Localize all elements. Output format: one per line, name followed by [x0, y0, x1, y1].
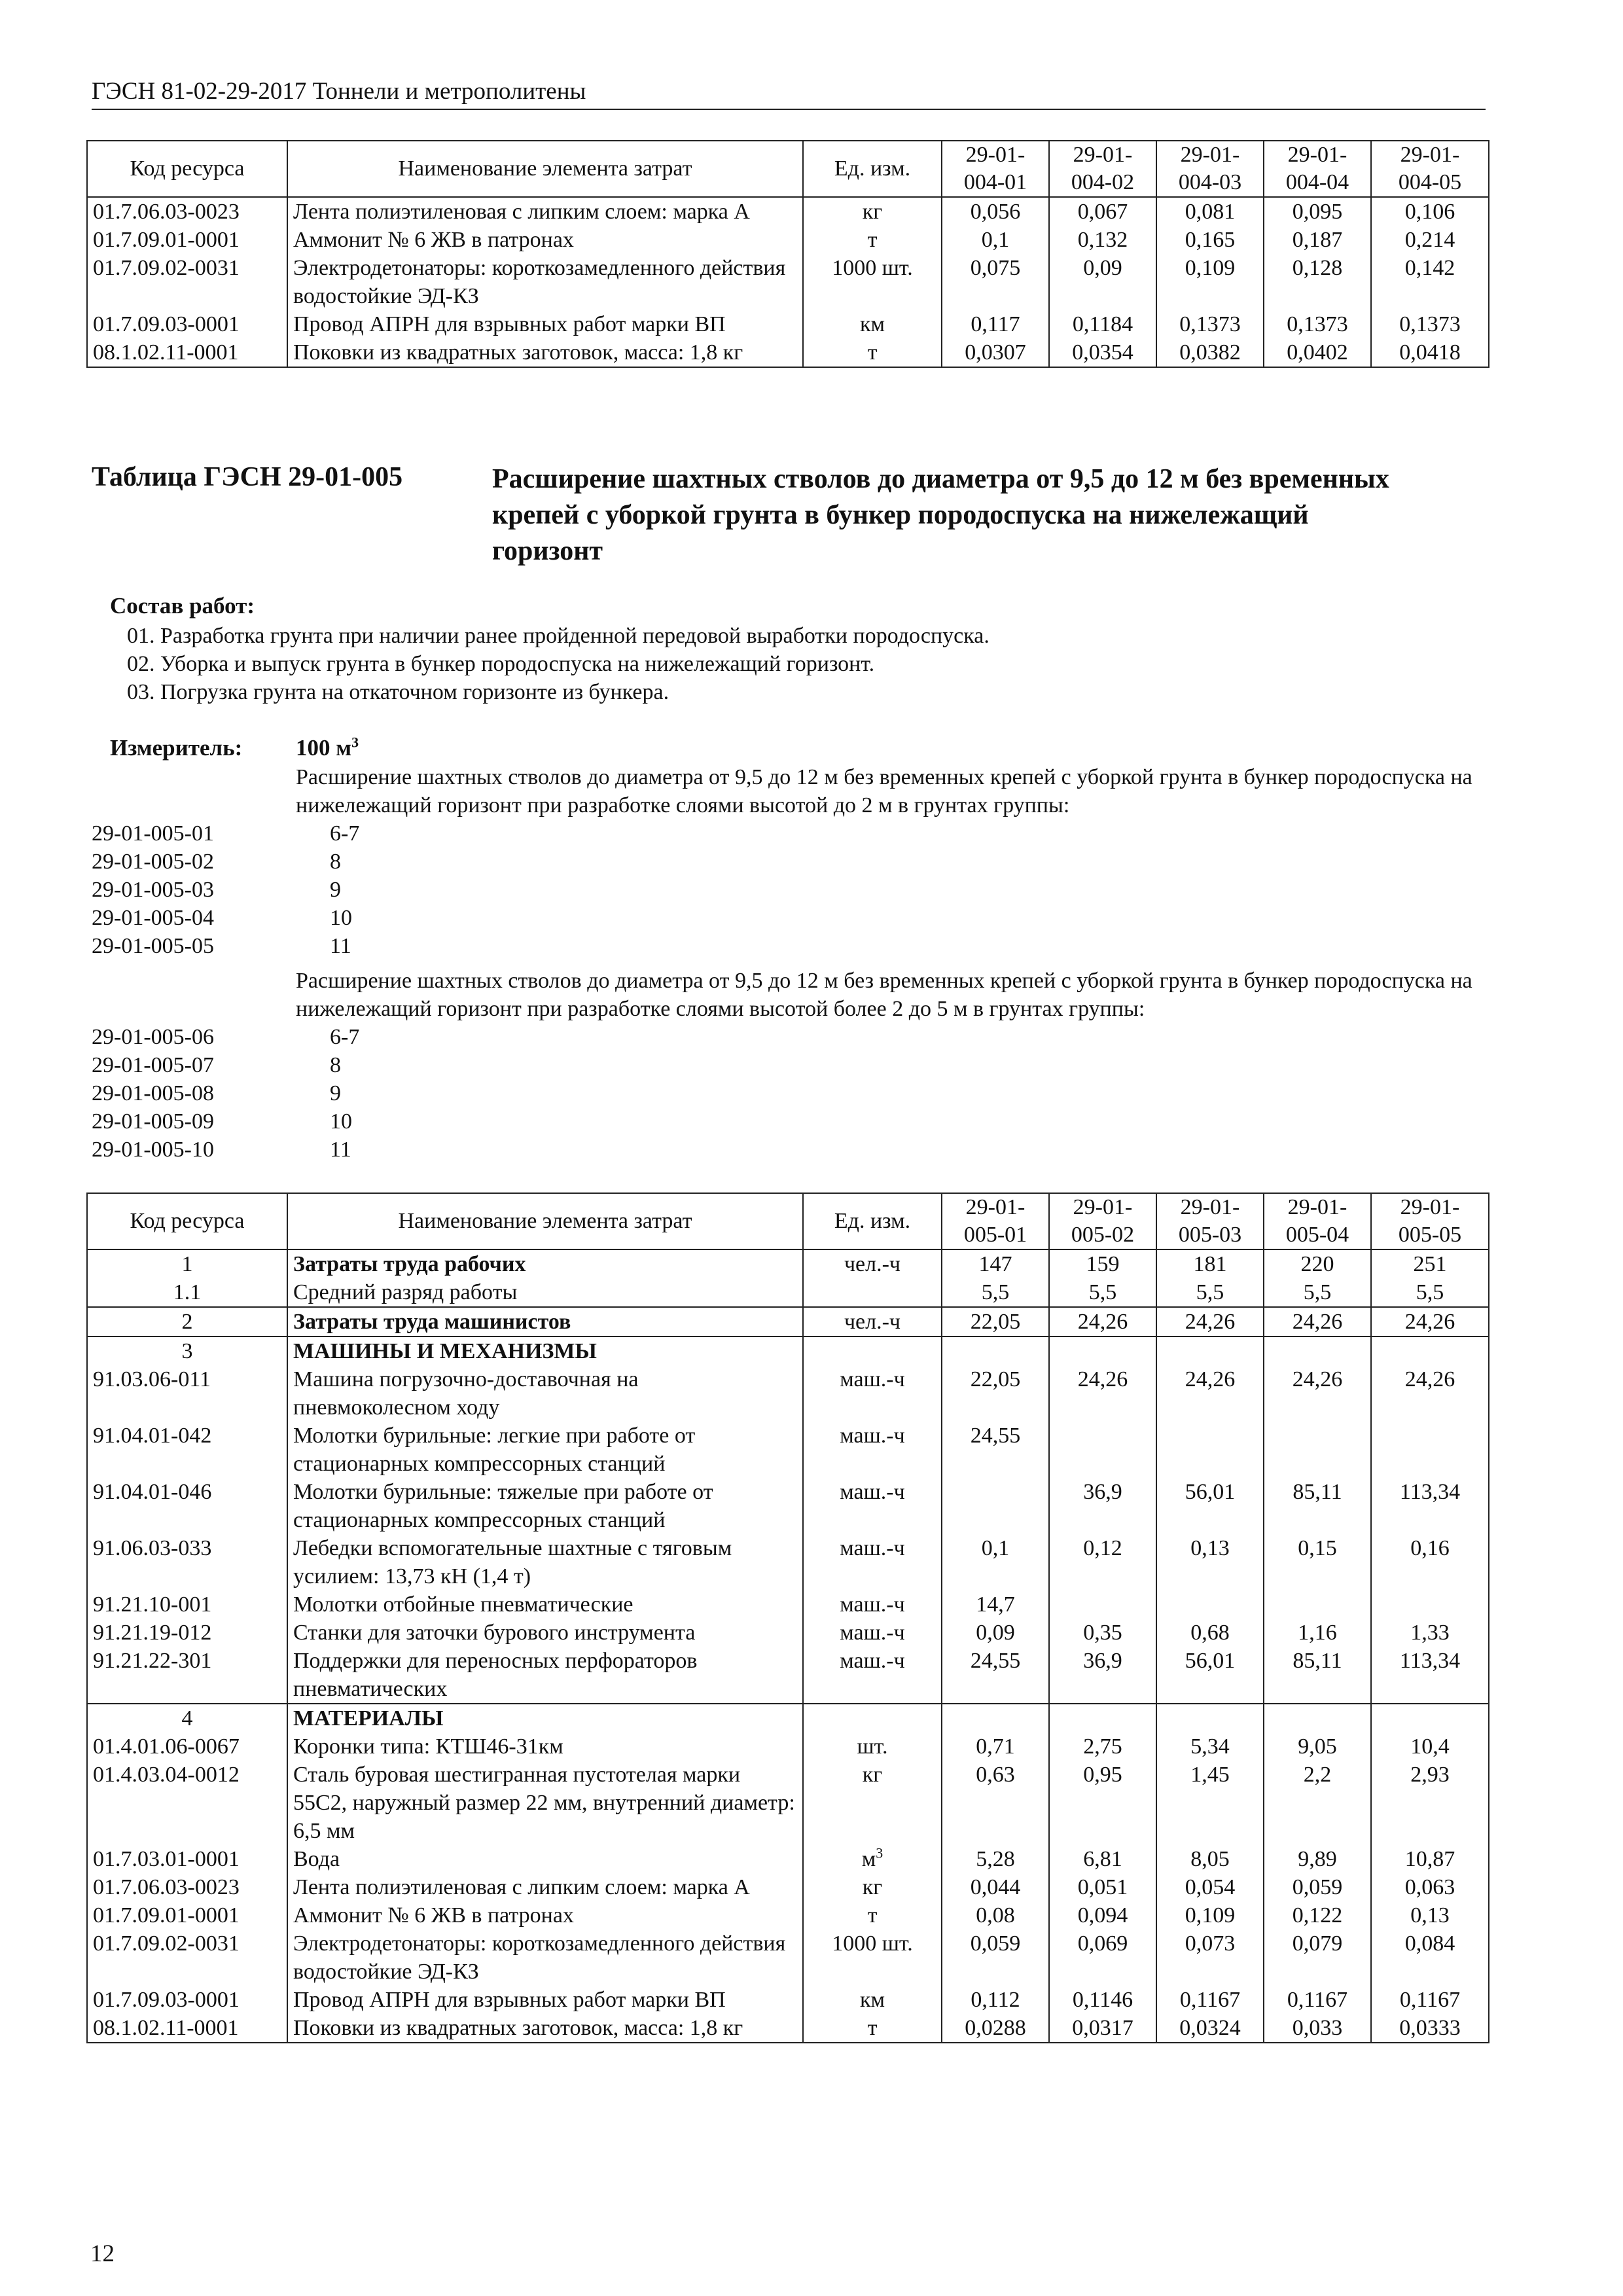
value-cell: 0,0288	[942, 2014, 1049, 2043]
table-row	[87, 1365, 1489, 1422]
resource-name: Провод АПРН для взрывных работ марки ВП	[287, 1986, 803, 2014]
table-row	[87, 2014, 1489, 2043]
resource-table-004	[86, 140, 1489, 368]
value-cell: 10,4	[1371, 1732, 1489, 1761]
norm-code: 29-01-005-07	[92, 1053, 214, 1077]
unit-cell: маш.-ч	[803, 1619, 942, 1647]
value-cell: 0,35	[1049, 1619, 1156, 1647]
norm-code: 29-01-005-09	[92, 1109, 214, 1134]
unit-cell	[803, 1278, 942, 1307]
value-cell	[1156, 1704, 1264, 1732]
norm-code: 29-01-005-03	[92, 878, 214, 902]
unit-cell: маш.-ч	[803, 1478, 942, 1534]
unit-cell: кг	[803, 197, 942, 226]
value-cell: 0,0333	[1371, 2014, 1489, 2043]
value-cell: 251	[1371, 1249, 1489, 1278]
value-cell: 0,71	[942, 1732, 1049, 1761]
col-header-code: Код ресурса	[87, 1193, 287, 1249]
resource-name: Молотки бурильные: легкие при работе от стационарных компрессорных станций	[287, 1422, 803, 1478]
resource-name: Лента полиэтиленовая с липким слоем: марка А	[287, 197, 803, 226]
value-cell: 36,9	[1049, 1647, 1156, 1704]
table-row	[87, 1534, 1489, 1590]
table-body	[87, 1249, 1489, 2043]
unit-cell	[803, 1336, 942, 1365]
value-cell: 0,1373	[1264, 310, 1371, 338]
value-cell: 0,112	[942, 1986, 1049, 2014]
value-cell: 0,079	[1264, 1929, 1371, 1986]
value-cell: 0,165	[1156, 226, 1264, 254]
resource-name: Электродетонаторы: короткозамедленного действия водостойкие ЭД-КЗ	[287, 1929, 803, 1986]
resource-code: 01.7.06.03-0023	[87, 1873, 287, 1901]
value-cell: 0,68	[1156, 1619, 1264, 1647]
norm-list	[92, 819, 359, 960]
value-cell: 0,13	[1156, 1534, 1264, 1590]
value-cell: 5,34	[1156, 1732, 1264, 1761]
unit-cell: 1000 шт.	[803, 1929, 942, 1986]
resource-code: 01.7.09.02-0031	[87, 254, 287, 310]
page-number: 12	[90, 2240, 115, 2267]
soil-group: 11	[330, 1138, 351, 1162]
value-cell: 0,187	[1264, 226, 1371, 254]
value-cell	[1264, 1336, 1371, 1365]
resource-name: Аммонит № 6 ЖВ в патронах	[287, 1901, 803, 1929]
value-cell: 0,0317	[1049, 2014, 1156, 2043]
col-header-norm: 29-01- 004-03	[1156, 141, 1264, 197]
value-cell: 0,0307	[942, 338, 1049, 367]
value-cell	[1156, 1422, 1264, 1478]
norm-row	[92, 904, 359, 932]
col-header-name: Наименование элемента затрат	[287, 141, 803, 197]
value-cell: 220	[1264, 1249, 1371, 1278]
col-header-norm: 29-01- 004-05	[1371, 141, 1489, 197]
unit-cell: км	[803, 310, 942, 338]
value-cell: 24,26	[1264, 1307, 1371, 1336]
value-cell: 0,063	[1371, 1873, 1489, 1901]
unit-cell: маш.-ч	[803, 1590, 942, 1619]
norm-row	[92, 1079, 359, 1107]
table-row	[87, 1873, 1489, 1901]
table-row	[87, 1307, 1489, 1336]
value-cell: 0,142	[1371, 254, 1489, 310]
value-cell: 0,075	[942, 254, 1049, 310]
unit-cell: маш.-ч	[803, 1647, 942, 1704]
resource-name: Сталь буровая шестигранная пустотелая марки 55С2, наружный размер 22 мм, внутренний диаметр: 6,5 мм	[287, 1761, 803, 1845]
table-row	[87, 254, 1489, 310]
table-row	[87, 226, 1489, 254]
col-header-norm: 29-01- 005-04	[1264, 1193, 1371, 1249]
value-cell: 0,033	[1264, 2014, 1371, 2043]
value-cell: 0,09	[1049, 254, 1156, 310]
table-row	[87, 1845, 1489, 1873]
value-cell: 0,067	[1049, 197, 1156, 226]
resource-code: 1	[87, 1249, 287, 1278]
value-cell: 36,9	[1049, 1478, 1156, 1534]
value-cell: 1,45	[1156, 1761, 1264, 1845]
value-cell	[1371, 1422, 1489, 1478]
unit-cell: т	[803, 226, 942, 254]
table-body	[87, 197, 1489, 367]
norm-code: 29-01-005-05	[92, 934, 214, 958]
resource-name: Молотки отбойные пневматические	[287, 1590, 803, 1619]
value-cell: 0,073	[1156, 1929, 1264, 1986]
work-item: 01. Разработка грунта при наличии ранее пройденной передовой выработки породоспуска.	[127, 624, 990, 648]
resource-code: 08.1.02.11-0001	[87, 338, 287, 367]
norm-row	[92, 1136, 359, 1164]
value-cell: 147	[942, 1249, 1049, 1278]
resource-code: 01.7.09.03-0001	[87, 310, 287, 338]
resource-name: Электродетонаторы: короткозамедленного действия водостойкие ЭД-КЗ	[287, 254, 803, 310]
table-row	[87, 1647, 1489, 1704]
resource-name: Машина погрузочно-доставочная на пневмоколесном ходу	[287, 1365, 803, 1422]
value-cell: 0,044	[942, 1873, 1049, 1901]
resource-code: 08.1.02.11-0001	[87, 2014, 287, 2043]
value-cell: 0,12	[1049, 1534, 1156, 1590]
col-header-norm: 29-01- 005-01	[942, 1193, 1049, 1249]
resource-code: 91.03.06-011	[87, 1365, 287, 1422]
resource-name: Провод АПРН для взрывных работ марки ВП	[287, 310, 803, 338]
soil-group: 6-7	[330, 821, 360, 846]
works-heading: Состав работ:	[110, 593, 255, 619]
table-row	[87, 1732, 1489, 1761]
unit-cell: чел.-ч	[803, 1307, 942, 1336]
soil-group: 9	[330, 878, 341, 902]
value-cell: 56,01	[1156, 1647, 1264, 1704]
value-cell: 0,0382	[1156, 338, 1264, 367]
norm-code: 29-01-005-01	[92, 821, 214, 846]
table-header-row	[87, 1193, 1489, 1249]
value-cell: 1,16	[1264, 1619, 1371, 1647]
value-cell: 2,75	[1049, 1732, 1156, 1761]
table-row	[87, 1929, 1489, 1986]
resource-name: Вода	[287, 1845, 803, 1873]
value-cell: 5,5	[1371, 1278, 1489, 1307]
resource-name: Молотки бурильные: тяжелые при работе от стационарных компрессорных станций	[287, 1478, 803, 1534]
value-cell: 0,056	[942, 197, 1049, 226]
value-cell: 0,0324	[1156, 2014, 1264, 2043]
value-cell: 24,26	[1049, 1365, 1156, 1422]
table-header	[87, 1193, 1489, 1249]
col-header-unit: Ед. изм.	[803, 141, 942, 197]
value-cell	[942, 1478, 1049, 1534]
value-cell: 2,2	[1264, 1761, 1371, 1845]
value-cell: 24,26	[1049, 1307, 1156, 1336]
value-cell: 159	[1049, 1249, 1156, 1278]
table-title: Таблица ГЭСН 29-01-005	[92, 462, 403, 492]
norm-code: 29-01-005-08	[92, 1081, 214, 1105]
norm-row	[92, 876, 359, 904]
unit-cell: кг	[803, 1761, 942, 1845]
meter-unit: 100 $м^3$	[296, 734, 359, 761]
value-cell	[942, 1336, 1049, 1365]
value-cell: 0,095	[1264, 197, 1371, 226]
unit-cell: т	[803, 1901, 942, 1929]
resource-code: 3	[87, 1336, 287, 1365]
value-cell	[1049, 1336, 1156, 1365]
value-cell: 0,0418	[1371, 338, 1489, 367]
table-header-row	[87, 141, 1489, 197]
header-divider	[92, 109, 1486, 110]
resource-code: 2	[87, 1307, 287, 1336]
resource-code: 91.06.03-033	[87, 1534, 287, 1590]
value-cell: 0,1	[942, 226, 1049, 254]
value-cell: 56,01	[1156, 1478, 1264, 1534]
value-cell: 0,1167	[1371, 1986, 1489, 2014]
value-cell: 0,0402	[1264, 338, 1371, 367]
value-cell: 0,051	[1049, 1873, 1156, 1901]
norm-row	[92, 819, 359, 848]
value-cell	[1049, 1590, 1156, 1619]
table-caption: Расширение шахтных стволов до диаметра от 9,5 до 12 м без временных крепей с уборкой грунта в бункер породоспуска на нижележащий горизонт	[492, 464, 1389, 566]
norm-code: 29-01-005-02	[92, 850, 214, 874]
col-header-norm: 29-01- 005-02	[1049, 1193, 1156, 1249]
value-cell: 24,55	[942, 1422, 1049, 1478]
col-header-norm: 29-01- 005-05	[1371, 1193, 1489, 1249]
value-cell: 85,11	[1264, 1647, 1371, 1704]
value-cell: 14,7	[942, 1590, 1049, 1619]
soil-group: 10	[330, 906, 352, 930]
value-cell: 10,87	[1371, 1845, 1489, 1873]
value-cell: 5,5	[1264, 1278, 1371, 1307]
value-cell	[1371, 1590, 1489, 1619]
value-cell: 0,1373	[1156, 310, 1264, 338]
value-cell: 0,054	[1156, 1873, 1264, 1901]
table-row	[87, 1619, 1489, 1647]
value-cell	[1371, 1336, 1489, 1365]
unit-cell: км	[803, 1986, 942, 2014]
value-cell: 0,1	[942, 1534, 1049, 1590]
table-row	[87, 1478, 1489, 1534]
resource-code: 91.04.01-042	[87, 1422, 287, 1478]
value-cell: 24,26	[1156, 1307, 1264, 1336]
value-cell: 0,094	[1049, 1901, 1156, 1929]
value-cell: 22,05	[942, 1365, 1049, 1422]
value-cell	[1156, 1336, 1264, 1365]
value-cell: 113,34	[1371, 1647, 1489, 1704]
resource-code: 01.7.03.01-0001	[87, 1845, 287, 1873]
unit-cell: т	[803, 2014, 942, 2043]
value-cell	[1049, 1422, 1156, 1478]
value-cell: 5,5	[1049, 1278, 1156, 1307]
resource-code: 01.7.09.02-0031	[87, 1929, 287, 1986]
value-cell	[1264, 1422, 1371, 1478]
value-cell: 6,81	[1049, 1845, 1156, 1873]
resource-name: Коронки типа: КТШ46-31км	[287, 1732, 803, 1761]
meter-label: Измеритель:	[110, 735, 243, 761]
group-description: Расширение шахтных стволов до диаметра от 9,5 до 12 м без временных крепей с уборкой грунта в бункер породоспуска на нижележащий горизонт при разработке слоями высотой более 2 до 5 м в грунтах группы:	[296, 969, 1472, 1021]
value-cell	[1156, 1590, 1264, 1619]
table-row	[87, 197, 1489, 226]
value-cell: 24,26	[1156, 1365, 1264, 1422]
table-row	[87, 1336, 1489, 1365]
table-row	[87, 1422, 1489, 1478]
value-cell: 24,55	[942, 1647, 1049, 1704]
table-row	[87, 1901, 1489, 1929]
norm-row	[92, 1051, 359, 1079]
value-cell: 0,0354	[1049, 338, 1156, 367]
unit-cell	[803, 1704, 942, 1732]
work-item: 02. Уборка и выпуск грунта в бункер породоспуска на нижележащий горизонт.	[127, 652, 875, 676]
value-cell: 0,214	[1371, 226, 1489, 254]
resource-table-005	[86, 1193, 1489, 2043]
resource-code: 91.21.22-301	[87, 1647, 287, 1704]
table-row	[87, 1704, 1489, 1732]
value-cell: 0,1373	[1371, 310, 1489, 338]
value-cell: 0,08	[942, 1901, 1049, 1929]
table-row	[87, 1986, 1489, 2014]
norm-list	[92, 1023, 359, 1164]
value-cell: 24,26	[1371, 1365, 1489, 1422]
resource-code: 91.21.10-001	[87, 1590, 287, 1619]
soil-group: 8	[330, 1053, 341, 1077]
resource-name: Поковки из квадратных заготовок, масса: 1,8 кг	[287, 2014, 803, 2043]
value-cell: 0,13	[1371, 1901, 1489, 1929]
col-header-code: Код ресурса	[87, 141, 287, 197]
soil-group: 6-7	[330, 1025, 360, 1049]
works-list	[127, 622, 990, 706]
soil-group: 8	[330, 850, 341, 874]
resource-name: Лебедки вспомогательные шахтные с тяговым усилием: 13,73 кН (1,4 т)	[287, 1534, 803, 1590]
value-cell: 0,084	[1371, 1929, 1489, 1986]
resource-code: 01.7.09.01-0001	[87, 1901, 287, 1929]
value-cell: 5,5	[942, 1278, 1049, 1307]
resource-code: 01.7.09.03-0001	[87, 1986, 287, 2014]
resource-name: Затраты труда машинистов	[287, 1307, 803, 1336]
resource-name: Поковки из квадратных заготовок, масса: 1,8 кг	[287, 338, 803, 367]
value-cell	[1049, 1704, 1156, 1732]
norm-row	[92, 1107, 359, 1136]
col-header-name: Наименование элемента затрат	[287, 1193, 803, 1249]
table-row	[87, 1249, 1489, 1278]
unit-cell: $м^3$	[803, 1845, 942, 1873]
resource-code: 01.7.06.03-0023	[87, 197, 287, 226]
value-cell: 0,128	[1264, 254, 1371, 310]
soil-group: 10	[330, 1109, 352, 1134]
table-row	[87, 310, 1489, 338]
value-cell: 85,11	[1264, 1478, 1371, 1534]
resource-code: 4	[87, 1704, 287, 1732]
table-row	[87, 1761, 1489, 1845]
norm-row	[92, 932, 359, 960]
value-cell: 0,132	[1049, 226, 1156, 254]
value-cell: 0,1184	[1049, 310, 1156, 338]
value-cell: 0,1146	[1049, 1986, 1156, 2014]
value-cell	[1371, 1704, 1489, 1732]
value-cell: 181	[1156, 1249, 1264, 1278]
table-row	[87, 1278, 1489, 1307]
resource-name: Затраты труда рабочих	[287, 1249, 803, 1278]
running-header: ГЭСН 81-02-29-2017 Тоннели и метрополитены	[92, 78, 586, 105]
value-cell: 0,109	[1156, 254, 1264, 310]
value-cell: 0,069	[1049, 1929, 1156, 1986]
soil-group: 9	[330, 1081, 341, 1105]
value-cell: 0,1167	[1264, 1986, 1371, 2014]
norm-code: 29-01-005-10	[92, 1138, 214, 1162]
table-header	[87, 141, 1489, 197]
value-cell: 5,28	[942, 1845, 1049, 1873]
unit-cell: 1000 шт.	[803, 254, 942, 310]
value-cell: 0,122	[1264, 1901, 1371, 1929]
table-row	[87, 1590, 1489, 1619]
value-cell: 24,26	[1264, 1365, 1371, 1422]
value-cell: 0,15	[1264, 1534, 1371, 1590]
resource-name: Станки для заточки бурового инструмента	[287, 1619, 803, 1647]
col-header-unit: Ед. изм.	[803, 1193, 942, 1249]
value-cell: 0,117	[942, 310, 1049, 338]
value-cell: 0,1167	[1156, 1986, 1264, 2014]
resource-name: Лента полиэтиленовая с липким слоем: марка А	[287, 1873, 803, 1901]
value-cell: 5,5	[1156, 1278, 1264, 1307]
unit-cell: маш.-ч	[803, 1365, 942, 1422]
unit-cell: т	[803, 338, 942, 367]
value-cell: 0,63	[942, 1761, 1049, 1845]
value-cell	[942, 1704, 1049, 1732]
resource-code: 01.4.03.04-0012	[87, 1761, 287, 1845]
value-cell	[1264, 1590, 1371, 1619]
value-cell: 113,34	[1371, 1478, 1489, 1534]
col-header-norm: 29-01- 005-03	[1156, 1193, 1264, 1249]
unit-cell: маш.-ч	[803, 1422, 942, 1478]
resource-name: МАШИНЫ И МЕХАНИЗМЫ	[287, 1336, 803, 1365]
value-cell: 0,95	[1049, 1761, 1156, 1845]
value-cell: 1,33	[1371, 1619, 1489, 1647]
col-header-norm: 29-01- 004-04	[1264, 141, 1371, 197]
unit-cell: шт.	[803, 1732, 942, 1761]
norm-row	[92, 1023, 359, 1051]
col-header-norm: 29-01- 004-01	[942, 141, 1049, 197]
unit-cell: маш.-ч	[803, 1534, 942, 1590]
work-item: 03. Погрузка грунта на откаточном горизонте из бункера.	[127, 680, 669, 704]
value-cell: 0,059	[1264, 1873, 1371, 1901]
value-cell: 9,89	[1264, 1845, 1371, 1873]
resource-code: 1.1	[87, 1278, 287, 1307]
value-cell: 0,081	[1156, 197, 1264, 226]
norm-code: 29-01-005-04	[92, 906, 214, 930]
norm-row	[92, 848, 359, 876]
resource-code: 01.4.01.06-0067	[87, 1732, 287, 1761]
unit-cell: кг	[803, 1873, 942, 1901]
value-cell: 0,106	[1371, 197, 1489, 226]
value-cell	[1264, 1704, 1371, 1732]
col-header-norm: 29-01- 004-02	[1049, 141, 1156, 197]
resource-code: 01.7.09.01-0001	[87, 226, 287, 254]
resource-name: Аммонит № 6 ЖВ в патронах	[287, 226, 803, 254]
table-row	[87, 338, 1489, 367]
value-cell: 0,09	[942, 1619, 1049, 1647]
value-cell: 9,05	[1264, 1732, 1371, 1761]
value-cell: 2,93	[1371, 1761, 1489, 1845]
resource-code: 91.21.19-012	[87, 1619, 287, 1647]
group-description: Расширение шахтных стволов до диаметра от 9,5 до 12 м без временных крепей с уборкой грунта в бункер породоспуска на нижележащий горизонт при разработке слоями высотой до 2 м в грунтах группы:	[296, 765, 1472, 817]
value-cell: 22,05	[942, 1307, 1049, 1336]
resource-name: Поддержки для переносных перфораторов пневматических	[287, 1647, 803, 1704]
unit-cell: чел.-ч	[803, 1249, 942, 1278]
norm-code: 29-01-005-06	[92, 1025, 214, 1049]
resource-name: Средний разряд работы	[287, 1278, 803, 1307]
value-cell: 0,059	[942, 1929, 1049, 1986]
resource-name: МАТЕРИАЛЫ	[287, 1704, 803, 1732]
value-cell: 0,16	[1371, 1534, 1489, 1590]
value-cell: 8,05	[1156, 1845, 1264, 1873]
soil-group: 11	[330, 934, 351, 958]
resource-code: 91.04.01-046	[87, 1478, 287, 1534]
value-cell: 24,26	[1371, 1307, 1489, 1336]
value-cell: 0,109	[1156, 1901, 1264, 1929]
